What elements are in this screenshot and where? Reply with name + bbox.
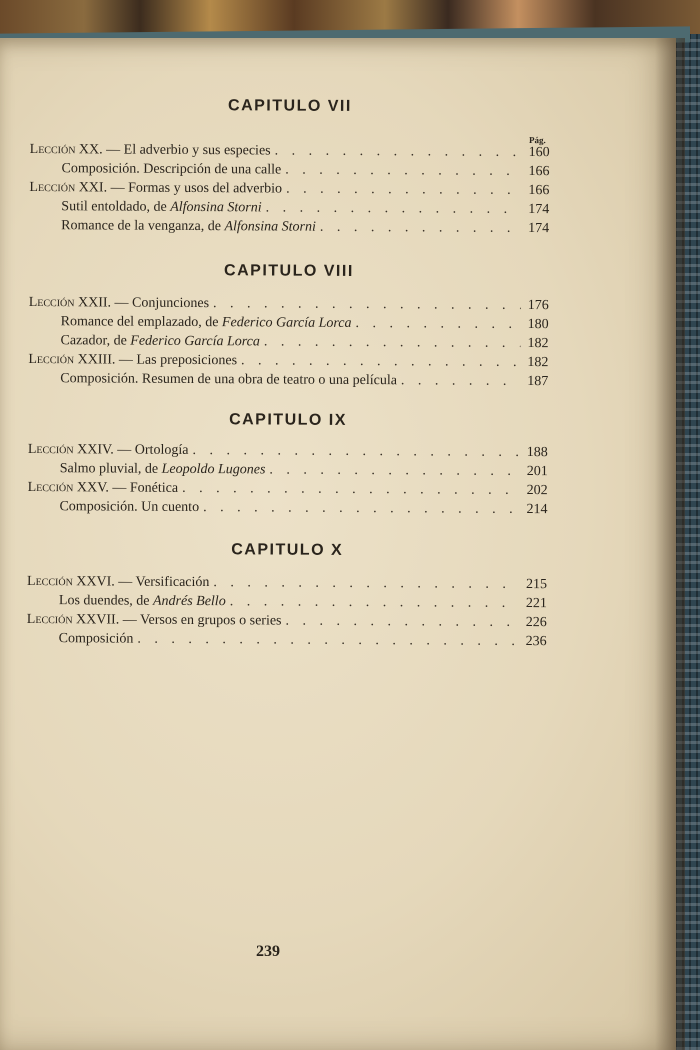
entry-page: 176 [527,298,549,314]
lesson-prefix: Lección [29,141,76,158]
entry-page: 166 [528,164,550,180]
lesson-prefix: Lección [26,611,73,628]
leader-dots [397,371,520,391]
entry-page: 236 [525,634,547,650]
entry-title: Composición. Un cuento [59,499,200,516]
leader-dots [188,441,519,462]
table-of-contents [27,96,550,651]
lesson-prefix: Lección [29,179,76,196]
chapter-title: CAPITULO X [231,541,344,559]
lesson-prefix: Lección [27,479,74,496]
entry-title: XXIII. — Las preposiciones [74,352,238,369]
entry-title: Composición [58,631,134,647]
entry-title: Composición. Descripción de una calle [61,161,282,178]
entry-page: 182 [527,355,549,371]
entry-page: 160 [528,145,550,161]
entry-title: Romance del emplazado, de [60,314,222,331]
entry-title: Romance de la venganza, de [61,218,225,235]
entry-title: Cazador, de [60,333,131,349]
entry-title: Salmo pluvial, de [59,461,162,477]
entry-page: 187 [527,374,549,390]
chapter-section [28,261,549,391]
entry-page: 221 [525,596,547,612]
chapter-title: CAPITULO VII [228,97,352,115]
lesson-prefix: Lección [26,573,73,590]
entry-page: 182 [527,336,549,352]
entry-page: 201 [526,464,548,480]
page-column-label: Pág. [528,135,546,146]
leader-dots [281,161,521,181]
leader-dots [351,314,520,334]
entry-author: Andrés Bello [152,593,226,610]
leader-dots [262,198,522,219]
entry-title: Los duendes, de [58,593,154,609]
entry-title: XXII. — Conjunciones [74,295,210,312]
toc-entry [29,216,549,238]
leader-dots [271,141,522,162]
entry-title: XXVI. — Versificación [72,574,210,591]
entry-author: Federico García Lorca [130,333,260,350]
leader-dots [226,592,519,613]
entry-author: Alfonsina Storni [224,219,316,235]
leader-dots [209,294,521,315]
entry-author: Alfonsina Storni [170,199,262,216]
toc-entry [28,369,548,391]
entry-page: 166 [528,183,550,199]
chapter-title: CAPITULO VIII [224,262,354,280]
entry-page: 214 [526,502,548,518]
entry-page: 180 [527,317,549,333]
page-gutter-shadow [655,38,685,1050]
leader-dots [316,218,521,238]
leader-dots [178,479,520,500]
entry-author: Leopoldo Lugones [161,461,266,478]
leader-dots [265,460,519,481]
toc-entry [27,497,547,519]
leader-dots [282,180,521,200]
leader-dots [209,573,519,594]
page-number: 239 [256,943,280,960]
entry-page: 188 [526,445,548,461]
chapter-section [29,96,550,238]
leader-dots [237,351,520,372]
entry-title: Sutil entoldado, de [61,199,171,215]
chapter-title: CAPITULO IX [229,411,347,429]
entry-page: 226 [525,615,547,631]
entry-title: XX. — El adverbio y sus especies [75,142,271,159]
entry-author: Federico García Lorca [221,315,352,331]
entry-title: XXVII. — Versos en grupos o series [72,612,282,629]
entry-page: 202 [526,483,548,499]
lesson-prefix: Lección [28,351,75,368]
entry-page: 174 [528,221,550,237]
toc-entry [27,629,547,651]
entry-title: XXIV. — Ortología [73,442,189,458]
leader-dots [133,630,518,651]
chapter-section [27,540,548,651]
leader-dots [260,332,521,353]
lesson-prefix: Lección [27,441,74,458]
entry-title: XXI. — Formas y usos del adverbio [75,180,283,197]
entry-page: 174 [528,202,550,218]
entry-title: XXV. — Fonética [73,480,179,496]
entry-page: 215 [525,577,548,593]
entry-title: Composición. Resumen de una obra de teatro o una película [60,371,398,389]
leader-dots [281,612,518,632]
lesson-prefix: Lección [28,294,75,311]
leader-dots [199,498,520,519]
chapter-section [27,410,548,519]
